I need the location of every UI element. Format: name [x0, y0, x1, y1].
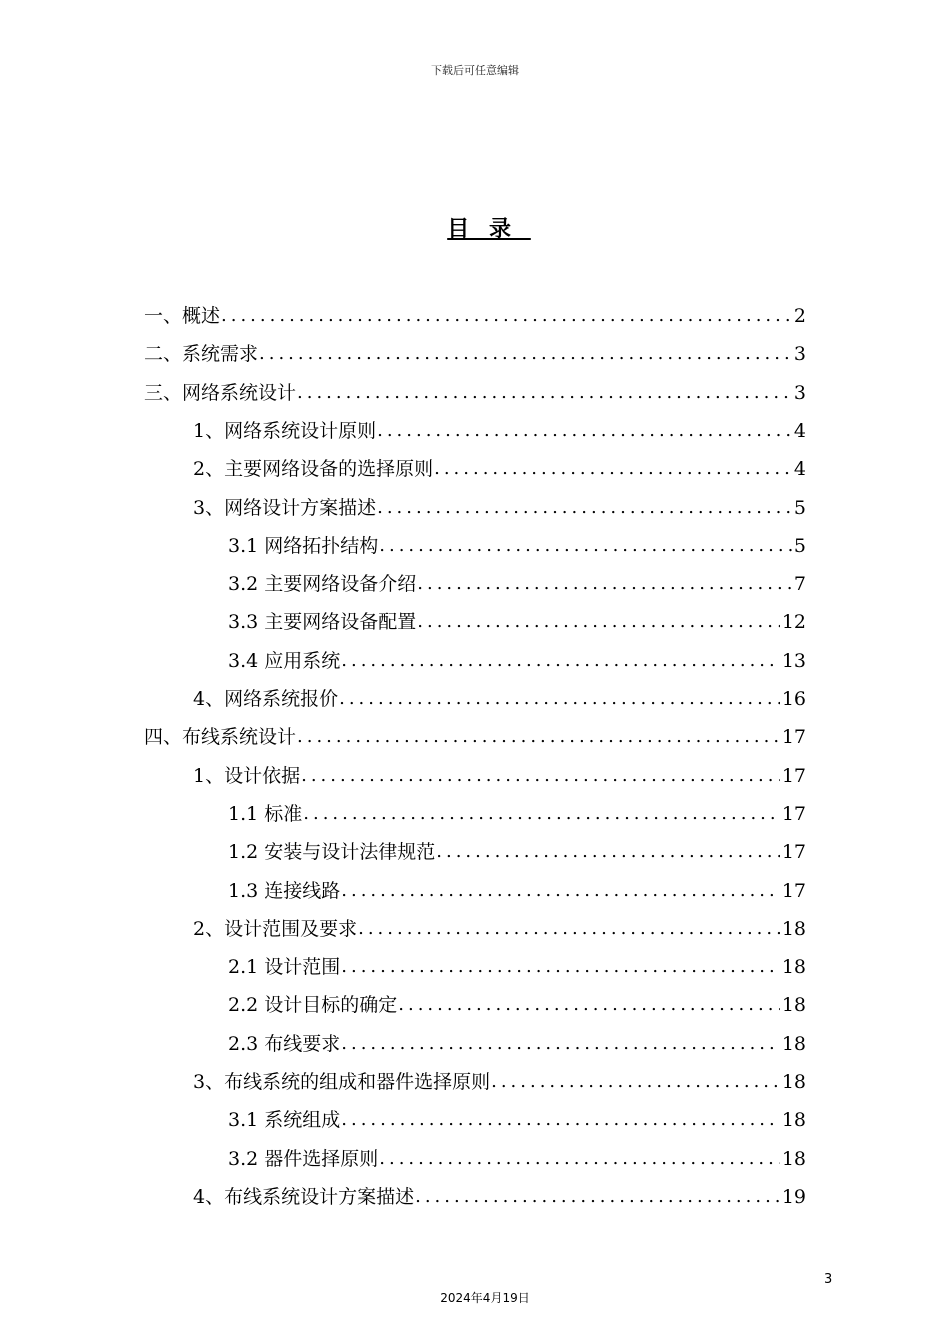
- toc-entry-page: 3: [793, 381, 806, 404]
- toc-entry[interactable]: [144, 335, 806, 373]
- toc-entry-page: 2: [793, 305, 806, 327]
- toc-entry-page: 18: [781, 1071, 806, 1093]
- toc-entry-leader: [376, 412, 792, 450]
- toc-entry-label: 3、网络设计方案描述: [193, 496, 377, 519]
- toc-entry-label: 四、布线系统设计: [144, 726, 297, 749]
- toc-entry[interactable]: [193, 489, 806, 527]
- footer-date: 2024年4月19日: [440, 1291, 530, 1305]
- toc-entry[interactable]: [228, 527, 806, 565]
- toc-entry-label: 1.2 安装与设计法律规范: [228, 841, 436, 864]
- toc-entry-leader: [357, 910, 780, 948]
- toc-entry-page: 16: [781, 688, 806, 710]
- toc-entry-page: 4: [793, 419, 806, 442]
- toc-entry-page: 17: [781, 802, 806, 825]
- toc-entry-label: 2、设计范围及要求: [193, 917, 358, 940]
- toc-entry-leader: [296, 718, 780, 756]
- toc-entry-leader: [340, 1101, 780, 1139]
- toc-entry-leader: [414, 1178, 780, 1216]
- toc-entry[interactable]: [144, 718, 806, 756]
- toc-entry-label: 2.3 布线要求: [228, 1032, 341, 1055]
- toc-entry-leader: [416, 565, 792, 603]
- toc-entry-label: 3.4 应用系统: [228, 649, 341, 672]
- toc-entry-label: 3.2 主要网络设备介绍: [228, 573, 417, 596]
- toc-entry-leader: [433, 450, 792, 488]
- toc-entry-label: 3.1 网络拓扑结构: [228, 534, 379, 557]
- toc-entry-page: 17: [781, 841, 806, 864]
- toc-entry[interactable]: [193, 757, 806, 795]
- toc-entry[interactable]: [228, 833, 806, 871]
- toc-entry-page: 18: [781, 1109, 806, 1132]
- toc-entry-page: 17: [781, 726, 806, 749]
- toc-entry-label: 4、布线系统设计方案描述: [193, 1185, 415, 1208]
- toc-entry[interactable]: [228, 1101, 806, 1139]
- toc-entry-leader: [300, 757, 780, 795]
- toc-entry-label: 3.2 器件选择原则: [228, 1147, 379, 1170]
- toc-entry-leader: [340, 1025, 780, 1063]
- toc-entry[interactable]: [193, 412, 806, 450]
- toc-entry-label: 3、布线系统的组成和器件选择原则: [193, 1071, 491, 1093]
- toc-entry-leader: [378, 527, 792, 565]
- toc-entry[interactable]: [228, 603, 806, 641]
- toc-entry-label: 一、概述: [144, 305, 221, 327]
- toc-entry[interactable]: [144, 374, 806, 412]
- toc-entry[interactable]: [228, 1140, 806, 1178]
- toc-entry-leader: [376, 489, 792, 527]
- page-number: 3: [824, 1272, 833, 1287]
- toc-entry-leader: [397, 986, 780, 1024]
- toc-entry-leader: [302, 795, 780, 833]
- toc-entry-label: 2、主要网络设备的选择原则: [193, 458, 434, 481]
- toc-entry-leader: [378, 1140, 780, 1178]
- toc-entry-page: 18: [781, 956, 806, 979]
- toc-entry[interactable]: [193, 680, 806, 718]
- toc-entry[interactable]: [193, 450, 806, 488]
- toc-entry-leader: [220, 297, 792, 335]
- toc-entry-label: 2.2 设计目标的确定: [228, 994, 398, 1017]
- toc-entry[interactable]: [228, 565, 806, 603]
- toc-entry-label: 3.1 系统组成: [228, 1109, 341, 1132]
- toc-entry-page: 12: [781, 611, 806, 634]
- toc-entry-leader: [296, 374, 792, 412]
- toc-entry-label: 3.3 主要网络设备配置: [228, 611, 417, 634]
- toc-entry-label: 4、网络系统报价: [193, 688, 339, 710]
- toc-entry-page: 7: [793, 573, 806, 596]
- toc-entry[interactable]: [228, 642, 806, 680]
- toc-entry-leader: [258, 335, 792, 373]
- header-note: 下载后可任意编辑: [431, 64, 519, 77]
- toc-entry-leader: [435, 833, 780, 871]
- toc-entry-page: 18: [781, 994, 806, 1017]
- toc-entry-leader: [340, 642, 780, 680]
- toc-entry[interactable]: [193, 910, 806, 948]
- toc-entry-label: 二、系统需求: [144, 343, 259, 366]
- toc-entry-page: 18: [781, 917, 806, 940]
- toc-entry-page: 17: [781, 764, 806, 787]
- toc-entry-leader: [490, 1063, 780, 1101]
- toc-entry-page: 19: [781, 1185, 806, 1208]
- toc-entry-leader: [416, 603, 780, 641]
- toc-entry[interactable]: [144, 297, 806, 335]
- toc-entry-page: 3: [793, 343, 806, 366]
- toc-entry[interactable]: [193, 1178, 806, 1216]
- toc-entry-label: 1、设计依据: [193, 764, 301, 787]
- toc-entry-page: 4: [793, 458, 806, 481]
- toc-entry-page: 17: [781, 879, 806, 902]
- toc-entry-label: 三、网络系统设计: [144, 381, 297, 404]
- toc-entry-leader: [340, 948, 780, 986]
- toc-entry-page: 18: [781, 1032, 806, 1055]
- toc-entry-page: 5: [793, 496, 806, 519]
- toc-entry-label: 1.3 连接线路: [228, 879, 341, 902]
- toc-entry[interactable]: [228, 795, 806, 833]
- toc-entry-page: 5: [793, 534, 806, 557]
- toc-entry[interactable]: [228, 1025, 806, 1063]
- toc-entry[interactable]: [228, 986, 806, 1024]
- toc-entry-page: 18: [781, 1147, 806, 1170]
- toc-entry-label: 1、网络系统设计原则: [193, 419, 377, 442]
- toc-entry[interactable]: [228, 872, 806, 910]
- toc-entry-label: 2.1 设计范围: [228, 956, 341, 979]
- toc-entry-leader: [338, 680, 780, 718]
- toc-entry-label: 1.1 标准: [228, 802, 303, 825]
- toc-entry[interactable]: [228, 948, 806, 986]
- toc-entry[interactable]: [193, 1063, 806, 1101]
- toc-title: 目录: [447, 217, 531, 242]
- toc-entry-leader: [340, 872, 780, 910]
- toc-entry-page: 13: [781, 649, 806, 672]
